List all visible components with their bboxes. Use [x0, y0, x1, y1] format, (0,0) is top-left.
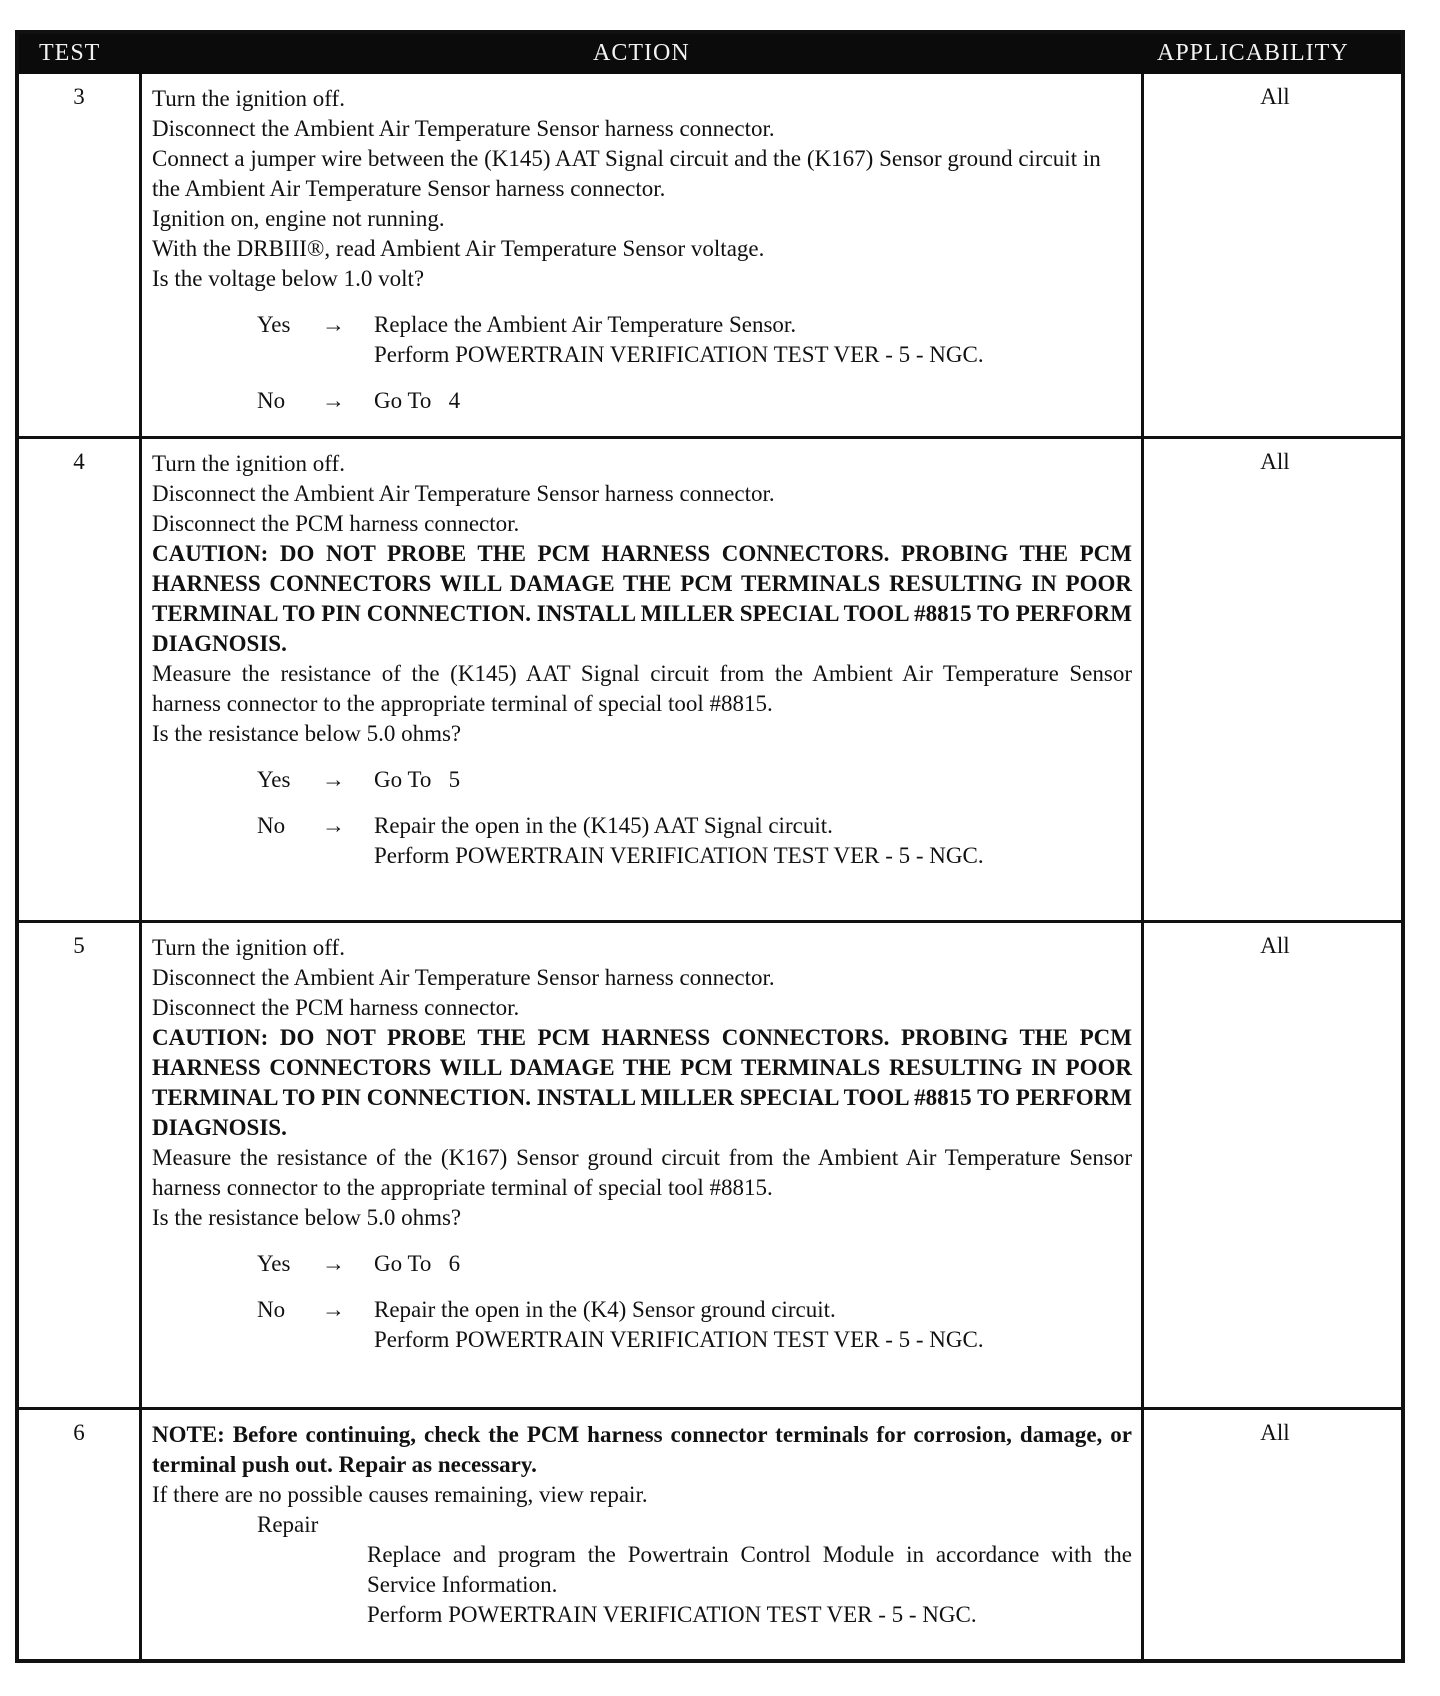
repair-text: Replace and program the Powertrain Control Module in accordance with the Service Information.	[367, 1542, 1132, 1597]
yes-label: Yes	[257, 767, 291, 792]
yes-branch	[152, 1249, 1132, 1279]
yes-label: Yes	[257, 312, 291, 337]
header-applicability: APPLICABILITY	[1157, 40, 1349, 66]
repair-label: Repair	[257, 1512, 319, 1537]
repair-perform-text: Perform POWERTRAIN VERIFICATION TEST VER - 5 - NGC.	[367, 1602, 977, 1627]
note-text: NOTE: Before continuing, check the PCM harness connector terminals for corrosion, damage, or terminal push out. Repair as necessary.	[152, 1422, 1132, 1477]
caution-text: CAUTION: DO NOT PROBE THE PCM HARNESS CONNECTORS. PROBING THE PCM HARNESS CONNECTORS WILL DAMAGE THE PCM TERMINALS RESULTING IN POOR TERMINAL TO PIN CONNECTION. INSTALL MILLER SPECIAL TOOL #8815 TO PERFORM DIAGNOSIS.	[152, 1025, 1132, 1140]
no-result-line: Repair the open in the (K145) AAT Signal circuit.	[374, 813, 833, 838]
no-label: No	[257, 1297, 286, 1322]
step-text: Turn the ignition off.	[152, 86, 345, 111]
test-number: 5	[73, 933, 85, 958]
table-row-test-4	[19, 439, 1401, 923]
yes-result: Go To 6	[374, 1251, 461, 1276]
action-cell	[152, 449, 1132, 871]
applicability-value: All	[1260, 1420, 1290, 1445]
question-text: Is the resistance below 5.0 ohms?	[152, 721, 462, 746]
right-arrow-icon: →	[322, 1297, 345, 1322]
step-text: Turn the ignition off.	[152, 451, 345, 476]
applicability-value: All	[1260, 449, 1290, 474]
no-branch	[152, 1295, 1132, 1355]
yes-branch	[152, 310, 1132, 370]
no-result	[374, 811, 1134, 871]
step-text: Disconnect the Ambient Air Temperature Sensor harness connector.	[152, 481, 775, 506]
no-label: No	[257, 388, 286, 413]
right-arrow-icon: →	[322, 767, 345, 792]
table-row-test-5	[19, 923, 1401, 1410]
step-text: If there are no possible causes remaining, view repair.	[152, 1482, 648, 1507]
measure-text: Measure the resistance of the (K145) AAT Signal circuit from the Ambient Air Temperature Sensor harness connector to the appropriate terminal of special tool #8815.	[152, 661, 1132, 716]
yes-result: Go To 5	[374, 767, 461, 792]
no-branch	[152, 811, 1132, 871]
no-label: No	[257, 813, 286, 838]
no-branch	[152, 386, 1132, 416]
caution-text: CAUTION: DO NOT PROBE THE PCM HARNESS CONNECTORS. PROBING THE PCM HARNESS CONNECTORS WILL DAMAGE THE PCM TERMINALS RESULTING IN POOR TERMINAL TO PIN CONNECTION. INSTALL MILLER SPECIAL TOOL #8815 TO PERFORM DIAGNOSIS.	[152, 541, 1132, 656]
no-result-line: Perform POWERTRAIN VERIFICATION TEST VER - 5 - NGC.	[374, 1327, 984, 1352]
right-arrow-icon: →	[322, 312, 345, 337]
yes-result-line: Perform POWERTRAIN VERIFICATION TEST VER - 5 - NGC.	[374, 342, 984, 367]
right-arrow-icon: →	[322, 388, 345, 413]
test-number: 6	[73, 1420, 85, 1445]
header-test: TEST	[39, 40, 101, 66]
yes-result-line: Replace the Ambient Air Temperature Sensor.	[374, 312, 797, 337]
diagnostic-table	[15, 30, 1405, 1663]
test-number: 4	[73, 449, 85, 474]
step-text: Disconnect the Ambient Air Temperature Sensor harness connector.	[152, 965, 775, 990]
no-result-line: Repair the open in the (K4) Sensor ground circuit.	[374, 1297, 836, 1322]
yes-label: Yes	[257, 1251, 291, 1276]
yes-branch	[152, 765, 1132, 795]
table-header	[19, 34, 1401, 74]
yes-result	[374, 310, 1134, 370]
right-arrow-icon: →	[322, 1251, 345, 1276]
step-text: With the DRBIII®, read Ambient Air Temperature Sensor voltage.	[152, 236, 765, 261]
table-row-test-3	[19, 74, 1401, 439]
test-number: 3	[73, 84, 85, 109]
step-text: Disconnect the PCM harness connector.	[152, 511, 520, 536]
right-arrow-icon: →	[322, 813, 345, 838]
no-result	[374, 1295, 1134, 1355]
applicability-value: All	[1260, 933, 1290, 958]
question-text: Is the resistance below 5.0 ohms?	[152, 1205, 462, 1230]
step-text: Disconnect the Ambient Air Temperature Sensor harness connector.	[152, 116, 775, 141]
header-action: ACTION	[593, 40, 690, 66]
applicability-value: All	[1260, 84, 1290, 109]
action-cell	[152, 1420, 1132, 1630]
step-text: Disconnect the PCM harness connector.	[152, 995, 520, 1020]
step-text: Turn the ignition off.	[152, 935, 345, 960]
measure-text: Measure the resistance of the (K167) Sensor ground circuit from the Ambient Air Temperature Sensor harness connector to the appropriate terminal of special tool #8815.	[152, 1145, 1132, 1200]
table-row-test-6	[19, 1410, 1401, 1663]
action-cell	[152, 84, 1132, 416]
step-text: Ignition on, engine not running.	[152, 206, 445, 231]
step-text: Connect a jumper wire between the (K145) AAT Signal circuit and the (K167) Sensor ground circuit in the Ambient Air Temperature Sensor harness connector.	[152, 146, 1101, 201]
question-text: Is the voltage below 1.0 volt?	[152, 266, 425, 291]
no-result-line: Perform POWERTRAIN VERIFICATION TEST VER - 5 - NGC.	[374, 843, 984, 868]
action-cell	[152, 933, 1132, 1355]
no-result: Go To 4	[374, 388, 461, 413]
